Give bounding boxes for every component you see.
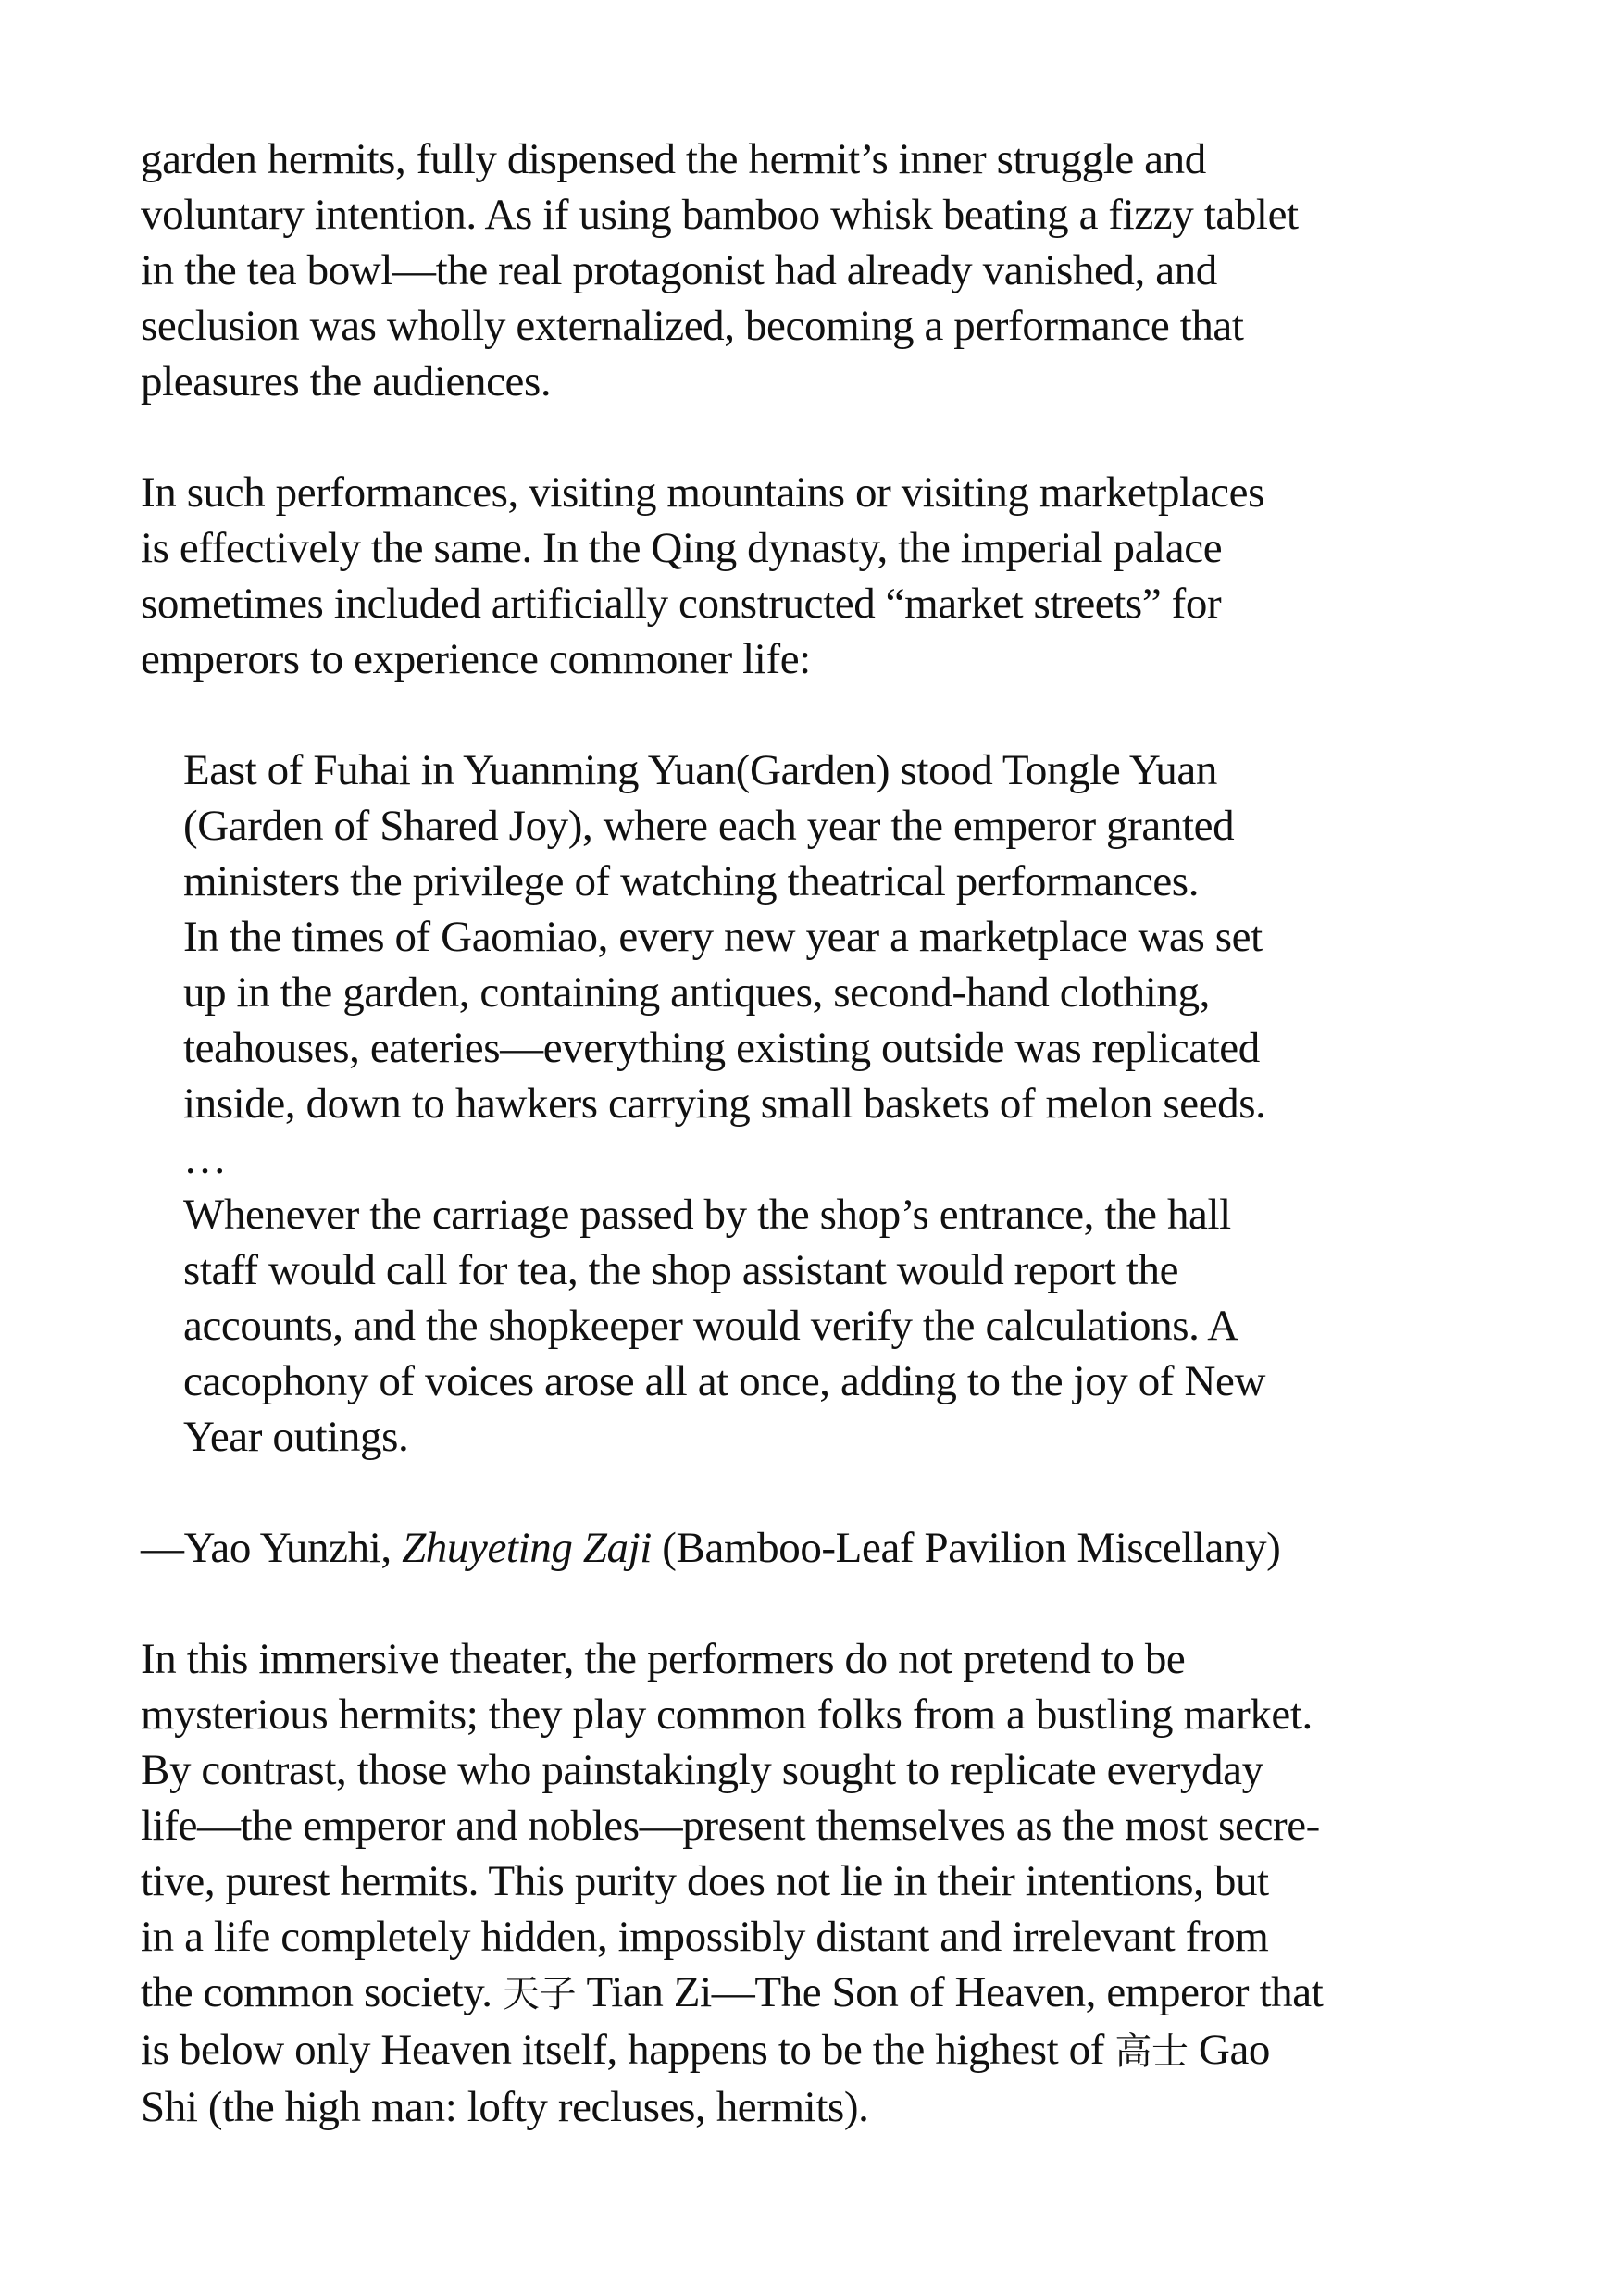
text-line: garden hermits, fully dispensed the hermit’s inner struggle and (141, 135, 1206, 183)
quote-line: accounts, and the shopkeeper would verify the calculations. A (183, 1302, 1238, 1350)
chinese-term-gao-shi: 高士 (1114, 2030, 1189, 2073)
text-line: In this immersive theater, the performers do not pretend to be (141, 1635, 1186, 1683)
quote-line: up in the garden, containing antiques, second-hand clothing, (183, 968, 1210, 1017)
text-fragment: is below only Heaven itself, happens to be the highest of (141, 2026, 1115, 2074)
chinese-term-tian-zi: 天子 (502, 1973, 577, 2015)
text-line (141, 1965, 1501, 2022)
quote-ellipsis: … (183, 1135, 227, 1183)
text-line: in a life completely hidden, impossibly distant and irrelevant from (141, 1913, 1269, 1961)
text-line: In such performances, visiting mountains or visiting marketplaces (141, 468, 1264, 517)
paragraph-performances (141, 465, 1501, 687)
quote-line: East of Fuhai in Yuanming Yuan(Garden) stood Tongle Yuan (183, 746, 1217, 794)
quote-line: staff would call for tea, the shop assistant would report the (183, 1246, 1179, 1294)
text-line: pleasures the audiences. (141, 357, 552, 406)
text-line: mysterious hermits; they play common folks from a bustling market. (141, 1691, 1313, 1739)
quote-line: inside, down to hawkers carrying small baskets of melon seeds. (183, 1079, 1266, 1128)
quote-line: ministers the privilege of watching theatrical performances. (183, 857, 1200, 905)
text-line (141, 2022, 1501, 2079)
text-fragment: Tian Zi—The Son of Heaven, emperor that (576, 1968, 1324, 2016)
text-line: Shi (the high man: lofty recluses, hermits). (141, 2083, 869, 2131)
quote-line: Whenever the carriage passed by the shop’s entrance, the hall (183, 1191, 1231, 1239)
text-line: emperors to experience commoner life: (141, 635, 811, 683)
quote-line: teahouses, eateries—everything existing outside was replicated (183, 1024, 1260, 1072)
block-quote (141, 742, 1501, 1465)
quote-line: Year outings. (183, 1413, 409, 1461)
text-fragment: the common society. (141, 1968, 503, 2016)
text-line: By contrast, those who painstakingly sought to replicate everyday (141, 1746, 1263, 1794)
paragraph-immersive-theater (141, 1631, 1501, 2135)
citation-title: Zhuyeting Zaji (402, 1524, 652, 1572)
text-line: tive, purest hermits. This purity does not lie in their intentions, but (141, 1857, 1269, 1905)
document-page (141, 131, 1501, 2135)
text-line: is effectively the same. In the Qing dynasty, the imperial palace (141, 524, 1223, 572)
text-line: in the tea bowl—the real protagonist had already vanished, and (141, 246, 1217, 294)
text-fragment: Gao (1188, 2026, 1270, 2074)
text-line: life—the emperor and nobles—present themselves as the most secre- (141, 1802, 1320, 1850)
citation-line (141, 1520, 1501, 1576)
quote-line: (Garden of Shared Joy), where each year the emperor granted (183, 802, 1235, 850)
text-line: sometimes included artificially constructed “market streets” for (141, 580, 1222, 628)
citation-subtitle: (Bamboo-Leaf Pavilion Miscellany) (651, 1524, 1281, 1572)
text-line: voluntary intention. As if using bamboo whisk beating a fizzy tablet (141, 191, 1299, 239)
quote-line: In the times of Gaomiao, every new year a marketplace was set (183, 913, 1263, 961)
citation (141, 1520, 1501, 1576)
citation-author: —Yao Yunzhi, (141, 1524, 403, 1572)
text-line: seclusion was wholly externalized, becoming a performance that (141, 302, 1244, 350)
paragraph-garden-hermits (141, 131, 1501, 409)
quote-line: cacophony of voices arose all at once, adding to the joy of New (183, 1357, 1265, 1405)
